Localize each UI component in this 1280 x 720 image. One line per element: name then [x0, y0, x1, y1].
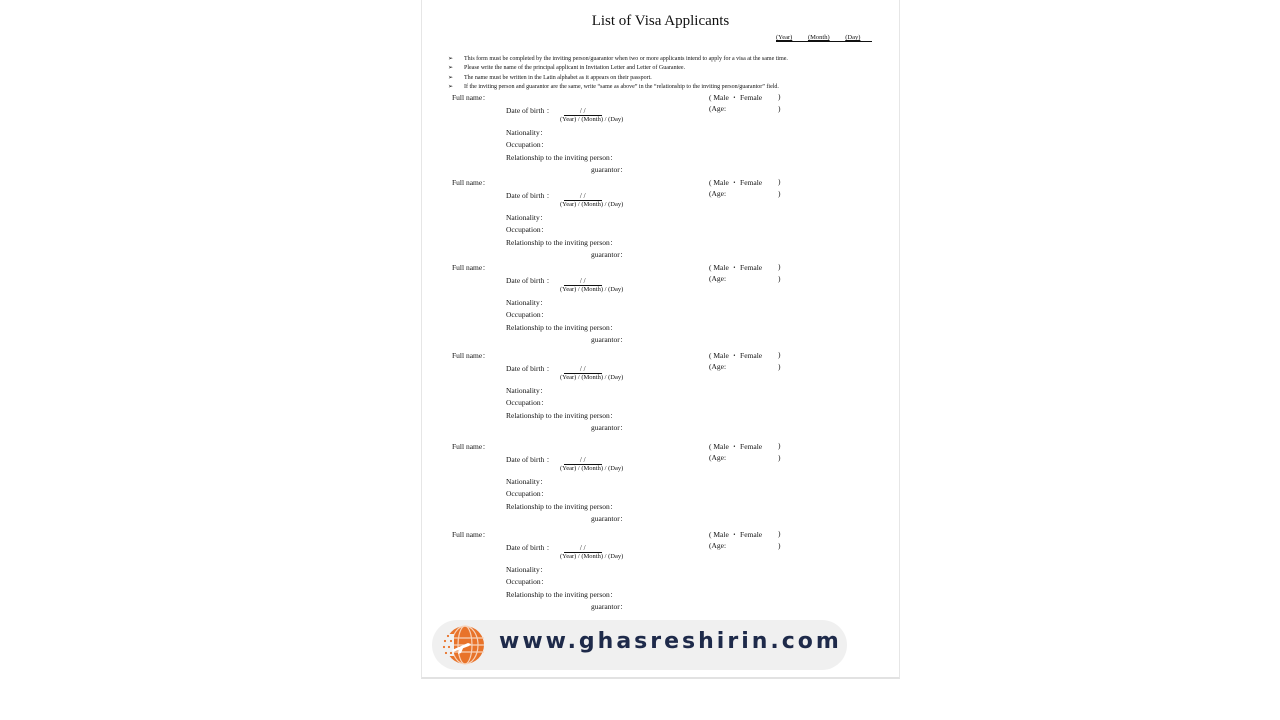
arrow-bullet-icon: ➢: [448, 83, 454, 90]
gender-options[interactable]: ( Male ・ Female: [709, 263, 763, 272]
arrow-bullet-icon: ➢: [448, 65, 454, 72]
age-field[interactable]: [709, 453, 781, 462]
dob-blank[interactable]: / /: [564, 192, 602, 201]
occupation-field[interactable]: Occupation：: [506, 140, 549, 149]
gender-field[interactable]: [709, 92, 781, 103]
nationality-field[interactable]: Nationality：: [506, 128, 548, 137]
guarantor-field[interactable]: guarantor：: [591, 165, 628, 174]
age-field[interactable]: [709, 541, 781, 550]
document-page: [421, 0, 900, 679]
full-name-field[interactable]: Full name：: [452, 93, 490, 102]
gender-options[interactable]: ( Male ・ Female: [709, 178, 763, 187]
dob-label: Date of birth ：: [506, 543, 554, 552]
gender-close-paren: ): [778, 262, 781, 271]
dob-label: Date of birth ：: [506, 276, 554, 285]
date-day-label: (Day): [845, 34, 861, 41]
date-of-birth-field[interactable]: [506, 105, 602, 116]
dob-blank[interactable]: / /: [564, 107, 602, 116]
relationship-field[interactable]: Relationship to the inviting person：: [506, 323, 618, 332]
date-fields: [776, 34, 872, 42]
gender-close-paren: ): [778, 350, 781, 359]
gender-field[interactable]: [709, 177, 781, 188]
nationality-field[interactable]: Nationality：: [506, 565, 548, 574]
age-close-paren: ): [778, 541, 781, 550]
instruction-text: Please write the name of the principal applicant in Invitation Letter and Letter of Guarantee.: [464, 65, 686, 72]
instruction-text: This form must be completed by the inviting person/guarantor when two or more applicants intend to apply for a visa at the same time.: [464, 56, 788, 62]
date-of-birth-field[interactable]: [506, 542, 602, 553]
occupation-field[interactable]: Occupation：: [506, 225, 549, 234]
age-label: (Age:: [709, 453, 727, 462]
dob-label: Date of birth ：: [506, 106, 554, 115]
age-close-paren: ): [778, 274, 781, 283]
full-name-field[interactable]: Full name：: [452, 530, 490, 539]
gender-options[interactable]: ( Male ・ Female: [709, 351, 763, 360]
gender-field[interactable]: [709, 262, 781, 273]
age-close-paren: ): [778, 453, 781, 462]
full-name-field[interactable]: Full name：: [452, 442, 490, 451]
age-close-paren: ): [778, 362, 781, 371]
website-url[interactable]: www.ghasreshirin.com: [499, 629, 842, 654]
age-label: (Age:: [709, 189, 727, 198]
date-year-label: (Year): [776, 34, 793, 41]
page-title: List of Visa Applicants: [591, 13, 730, 29]
instructions-list: [448, 55, 893, 92]
age-label: (Age:: [709, 362, 727, 371]
website-banner: [432, 620, 847, 670]
occupation-field[interactable]: Occupation：: [506, 398, 549, 407]
applicant-block: [422, 529, 899, 615]
applicant-block: [422, 350, 899, 436]
age-label: (Age:: [709, 104, 727, 113]
age-field[interactable]: [709, 274, 781, 283]
gender-field[interactable]: [709, 441, 781, 452]
dob-blank[interactable]: / /: [564, 544, 602, 553]
guarantor-field[interactable]: guarantor：: [591, 250, 628, 259]
full-name-field[interactable]: Full name：: [452, 351, 490, 360]
dob-blank[interactable]: / /: [564, 365, 602, 374]
nationality-field[interactable]: Nationality：: [506, 477, 548, 486]
dob-format-hint: (Year) / (Month) / (Day): [560, 553, 624, 560]
gender-field[interactable]: [709, 350, 781, 361]
gender-close-paren: ): [778, 92, 781, 101]
relationship-field[interactable]: Relationship to the inviting person：: [506, 590, 618, 599]
gender-options[interactable]: ( Male ・ Female: [709, 93, 763, 102]
instruction-item: [448, 83, 893, 92]
dob-format-hint: (Year) / (Month) / (Day): [560, 374, 624, 381]
nationality-field[interactable]: Nationality：: [506, 298, 548, 307]
date-month-label: (Month): [807, 34, 830, 41]
age-label: (Age:: [709, 541, 727, 550]
age-field[interactable]: [709, 189, 781, 198]
occupation-field[interactable]: Occupation：: [506, 310, 549, 319]
gender-close-paren: ): [778, 529, 781, 538]
dob-label: Date of birth ：: [506, 364, 554, 373]
date-of-birth-field[interactable]: [506, 190, 602, 201]
occupation-field[interactable]: Occupation：: [506, 489, 549, 498]
guarantor-field[interactable]: guarantor：: [591, 335, 628, 344]
dob-format-hint: (Year) / (Month) / (Day): [560, 201, 624, 208]
arrow-bullet-icon: ➢: [448, 74, 454, 81]
full-name-field[interactable]: Full name：: [452, 263, 490, 272]
occupation-field[interactable]: Occupation：: [506, 577, 549, 586]
age-label: (Age:: [709, 274, 727, 283]
arrow-bullet-icon: ➢: [448, 56, 454, 62]
nationality-field[interactable]: Nationality：: [506, 386, 548, 395]
dob-format-hint: (Year) / (Month) / (Day): [560, 116, 624, 123]
dob-format-hint: (Year) / (Month) / (Day): [560, 286, 624, 293]
applicant-block: [422, 441, 899, 527]
applicant-block: [422, 262, 899, 348]
globe-airplane-logo-icon: [438, 622, 484, 668]
guarantor-field[interactable]: guarantor：: [591, 423, 628, 432]
instruction-item: [448, 64, 893, 73]
instruction-item: [448, 74, 893, 83]
gender-options[interactable]: ( Male ・ Female: [709, 442, 763, 451]
relationship-field[interactable]: Relationship to the inviting person：: [506, 153, 618, 162]
full-name-field[interactable]: Full name：: [452, 178, 490, 187]
gender-close-paren: ): [778, 441, 781, 450]
age-field[interactable]: [709, 362, 781, 371]
gender-close-paren: ): [778, 177, 781, 186]
age-close-paren: ): [778, 189, 781, 198]
dob-blank[interactable]: / /: [564, 456, 602, 465]
instruction-text: If the inviting person and guarantor are the same, write “same as above” in the “relationship to the inviting person/guarantor” field.: [464, 83, 779, 90]
dob-blank[interactable]: / /: [564, 277, 602, 286]
guarantor-field[interactable]: guarantor：: [591, 514, 628, 523]
applicant-block: [422, 92, 899, 178]
dob-label: Date of birth ：: [506, 191, 554, 200]
date-of-birth-field[interactable]: [506, 454, 602, 465]
dob-label: Date of birth ：: [506, 455, 554, 464]
relationship-field[interactable]: Relationship to the inviting person：: [506, 238, 618, 247]
date-of-birth-field[interactable]: [506, 363, 602, 374]
dob-format-hint: (Year) / (Month) / (Day): [560, 465, 624, 472]
nationality-field[interactable]: Nationality：: [506, 213, 548, 222]
relationship-field[interactable]: Relationship to the inviting person：: [506, 411, 618, 420]
applicant-block: [422, 177, 899, 263]
gender-field[interactable]: [709, 529, 781, 540]
age-field[interactable]: [709, 104, 781, 113]
date-of-birth-field[interactable]: [506, 275, 602, 286]
gender-options[interactable]: ( Male ・ Female: [709, 530, 763, 539]
instruction-text: The name must be written in the Latin alphabet as it appears on their passport.: [464, 74, 652, 81]
guarantor-field[interactable]: guarantor：: [591, 602, 628, 611]
age-close-paren: ): [778, 104, 781, 113]
relationship-field[interactable]: Relationship to the inviting person：: [506, 502, 618, 511]
instruction-item: [448, 55, 893, 64]
